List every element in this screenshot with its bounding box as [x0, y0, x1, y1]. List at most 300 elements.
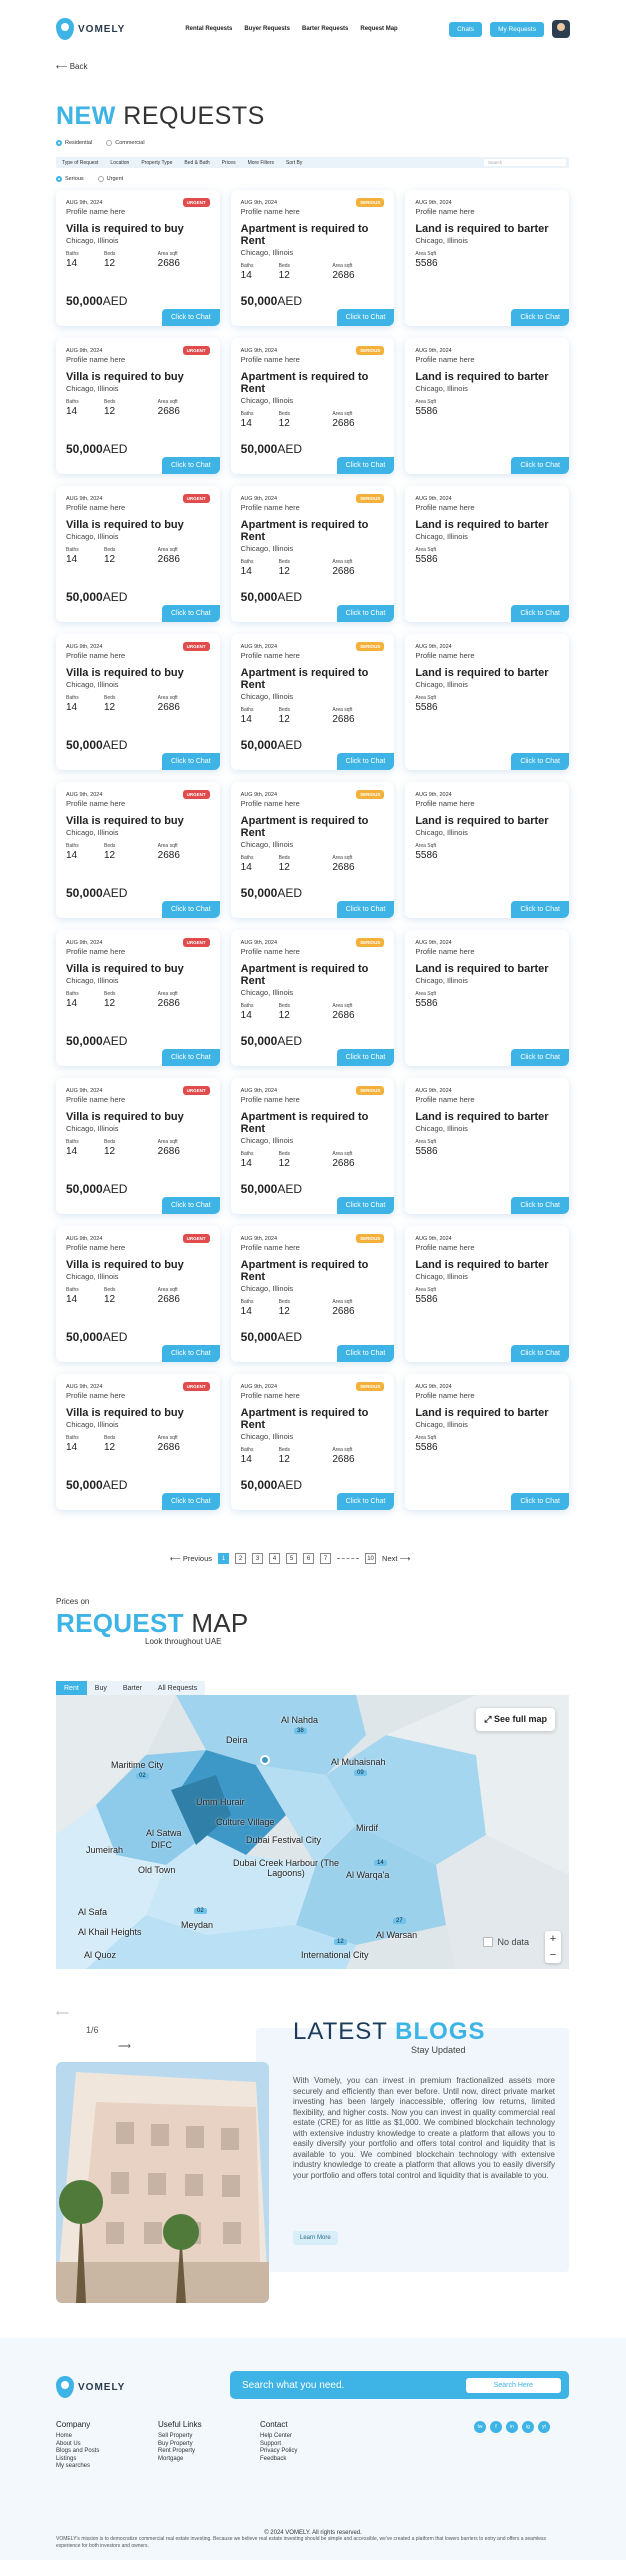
card-date: AUG 9th, 2024	[415, 200, 452, 206]
search-input[interactable]: Search	[484, 159, 566, 166]
stat-2	[279, 411, 317, 429]
stat-1	[66, 547, 104, 565]
price-amount: 50,000	[240, 886, 278, 900]
request-card[interactable]	[56, 338, 220, 474]
stat-value: 2686	[332, 1010, 355, 1021]
click-to-chat-button[interactable]: Click to Chat	[511, 901, 569, 918]
request-card[interactable]	[405, 338, 569, 474]
card-profile-name[interactable]: Profile name here	[415, 1243, 475, 1252]
card-profile-name[interactable]: Profile name here	[66, 207, 126, 216]
footer-link[interactable]: Home	[56, 2433, 73, 2439]
click-to-chat-button[interactable]: Click to Chat	[162, 309, 220, 326]
stat-value: 14	[66, 258, 78, 269]
stat-3	[158, 251, 210, 269]
filter-sort[interactable]: Sort By	[285, 159, 303, 166]
card-profile-name[interactable]: Profile name here	[66, 947, 126, 956]
next-label: Next	[382, 1554, 398, 1563]
card-profile-name[interactable]: Profile name here	[240, 947, 300, 956]
status-badge: SERIOUS	[356, 642, 384, 651]
stat-label: Beds	[278, 1003, 291, 1009]
linkedin-icon[interactable]: in	[506, 2421, 518, 2433]
click-to-chat-button[interactable]: Click to Chat	[511, 605, 569, 622]
status-badge: SERIOUS	[356, 1086, 384, 1095]
request-card[interactable]	[56, 930, 220, 1066]
stat-label: Beds	[104, 1139, 116, 1145]
card-stats	[66, 1435, 210, 1453]
footer-search	[230, 2371, 569, 2399]
stat-value: 2686	[157, 1294, 180, 1305]
footer-link[interactable]: Privacy Policy	[260, 2448, 298, 2454]
card-profile-name[interactable]: Profile name here	[415, 503, 475, 512]
card-title: Land is required to barter	[415, 371, 549, 383]
stat-label: Area Sqft	[415, 547, 437, 553]
footer-link[interactable]: About Us	[56, 2440, 81, 2447]
request-card[interactable]	[231, 190, 395, 326]
map-label: Al Warqa'a	[346, 1870, 390, 1880]
status-badge: URGENT	[183, 642, 210, 651]
card-location: Chicago, Illinois	[66, 828, 119, 837]
card-stats	[241, 263, 385, 281]
stat-value: 2686	[332, 270, 355, 281]
stat-1	[66, 991, 104, 1009]
card-stats	[415, 547, 559, 565]
card-profile-name[interactable]: Profile name here	[240, 207, 300, 216]
nav-link-buyer[interactable]: Buyer Requests	[244, 26, 291, 32]
radio-serious[interactable]	[56, 176, 84, 182]
avatar[interactable]	[552, 20, 570, 38]
blog-body: With Vomely, you can invest in premium fractionalized assets more securely and efficiently than ever before. Until now, direct private market investing has been largely inaccessible, offering low returns, limited flexibility, and higher costs. Now you can invest in quality commercial real estate (CRE) for as little as $1,000. We combined blockchain technology with extensive industry knowledge to create a platform that allows you to easily diversify your portfolio and offers total control and liquidity that is available to you. We combined blockchain technology with extensive industry knowledge to create a platform that allows you to easily diversify your portfolio and offers total control and liquidity that is available to you.	[293, 2076, 555, 2180]
card-profile-name[interactable]: Profile name here	[66, 1243, 126, 1252]
card-stats	[66, 1287, 210, 1305]
stat-label: Beds	[104, 1287, 116, 1293]
stat-value: 14	[240, 1158, 252, 1169]
stat-label: Baths	[240, 1299, 254, 1305]
tab-rent[interactable]: Rent	[56, 1681, 87, 1696]
stat-label: Area sqft	[332, 411, 353, 417]
footer-search-input[interactable]: Search what you need.	[242, 2379, 345, 2391]
radio-unchecked-icon	[106, 140, 112, 146]
click-to-chat-button[interactable]: Click to Chat	[337, 605, 395, 622]
tab-buy[interactable]: Buy	[87, 1681, 115, 1696]
stat-label: Area sqft	[157, 1287, 178, 1293]
next-arrow-icon[interactable]: ⟶	[118, 2041, 131, 2051]
stat-value: 12	[278, 270, 290, 281]
stat-value: 5586	[415, 998, 438, 1009]
click-to-chat-button[interactable]: Click to Chat	[511, 309, 569, 326]
status-badge: SERIOUS	[356, 938, 384, 947]
stat-value: 14	[66, 554, 78, 565]
stat-label: Baths	[66, 547, 79, 553]
card-location: Chicago, Illinois	[415, 532, 468, 541]
radio-commercial[interactable]	[106, 140, 144, 146]
click-to-chat-button[interactable]: Click to Chat	[337, 753, 395, 770]
click-to-chat-button[interactable]: Click to Chat	[162, 1197, 220, 1214]
zoom-out-button[interactable]: −	[549, 1949, 557, 1961]
click-to-chat-button[interactable]: Click to Chat	[337, 1345, 395, 1362]
page-button[interactable]: 4	[269, 1553, 280, 1564]
request-card[interactable]	[405, 1374, 569, 1510]
price-currency: AED	[102, 738, 128, 752]
stat-value: 12	[104, 998, 116, 1009]
my-requests-button[interactable]: My Requests	[490, 22, 544, 37]
map-legend-no-data	[483, 1937, 529, 1947]
chats-button[interactable]: Chats	[449, 22, 482, 37]
page-button[interactable]: 10	[365, 1553, 376, 1564]
stat-value: 12	[278, 1306, 290, 1317]
request-card[interactable]	[405, 486, 569, 622]
card-location: Chicago, Illinois	[415, 236, 468, 245]
price-currency: AED	[277, 886, 303, 900]
request-card[interactable]	[56, 486, 220, 622]
brand-logo[interactable]	[56, 18, 125, 40]
filter-type[interactable]: Type of Request	[62, 159, 99, 166]
card-price	[241, 1330, 302, 1344]
twitter-icon[interactable]: tw	[474, 2421, 486, 2433]
click-to-chat-button[interactable]: Click to Chat	[162, 1345, 220, 1362]
card-profile-name[interactable]: Profile name here	[415, 355, 475, 364]
footer-link[interactable]: My searches	[56, 2463, 91, 2469]
card-profile-name[interactable]: Profile name here	[415, 799, 475, 808]
click-to-chat-button[interactable]: Click to Chat	[511, 753, 569, 770]
stat-3	[158, 1435, 210, 1453]
footer-link[interactable]: Help Center	[260, 2433, 293, 2439]
footer-link[interactable]: Support	[260, 2440, 282, 2447]
zoom-in-button[interactable]: +	[549, 1933, 557, 1945]
stat-3	[158, 547, 210, 565]
card-profile-name[interactable]: Profile name here	[240, 1391, 300, 1400]
click-to-chat-button[interactable]: Click to Chat	[337, 1197, 395, 1214]
card-title: Apartment is required to Rent	[240, 963, 369, 987]
request-card[interactable]	[405, 1078, 569, 1214]
card-title: Apartment is required to Rent	[240, 667, 369, 691]
see-full-map-button[interactable]	[476, 1708, 555, 1731]
click-to-chat-button[interactable]: Click to Chat	[511, 1197, 569, 1214]
request-card[interactable]	[231, 1078, 395, 1214]
back-label: Back	[69, 62, 88, 71]
copyright: © 2024 VOMELY. All rights reserved.	[264, 2530, 362, 2536]
card-profile-name[interactable]: Profile name here	[415, 1391, 475, 1400]
card-stats	[66, 695, 210, 713]
blog-title	[293, 2018, 486, 2046]
card-stats	[241, 1003, 385, 1021]
location-pin-icon	[260, 1755, 270, 1765]
filter-bed-bath[interactable]: Bed & Bath	[184, 159, 210, 166]
stat-2	[279, 1003, 317, 1021]
stat-label: Baths	[66, 1139, 79, 1145]
card-profile-name[interactable]: Profile name here	[240, 1095, 300, 1104]
stat-label: Area sqft	[157, 843, 178, 849]
card-title: Land is required to barter	[415, 815, 549, 827]
prev-arrow-icon[interactable]: ⟵	[56, 2008, 69, 2018]
stat-label: Beds	[104, 547, 116, 553]
filter-location[interactable]: Location	[110, 159, 130, 166]
request-card[interactable]	[405, 190, 569, 326]
map-subtitle: Look throughout UAE	[145, 1637, 222, 1646]
card-stats	[241, 411, 385, 429]
stat-label: Beds	[278, 559, 291, 565]
tab-barter[interactable]: Barter	[115, 1681, 150, 1696]
click-to-chat-button[interactable]: Click to Chat	[337, 901, 395, 918]
stat-value: 2686	[332, 1158, 355, 1169]
card-profile-name[interactable]: Profile name here	[415, 651, 475, 660]
back-link[interactable]	[56, 62, 88, 71]
page-button[interactable]: 6	[303, 1553, 314, 1564]
request-card[interactable]	[405, 930, 569, 1066]
card-title: Apartment is required to Rent	[240, 815, 369, 839]
footer-col-title: Useful Links	[158, 2420, 202, 2429]
stat-value: 2686	[157, 702, 180, 713]
top-nav	[0, 0, 626, 58]
blog-title-word: LATEST	[293, 2018, 388, 2045]
price-amount: 50,000	[240, 294, 278, 308]
card-profile-name[interactable]: Profile name here	[240, 1243, 300, 1252]
filter-property-type[interactable]: Property Type	[141, 159, 173, 166]
card-profile-name[interactable]: Profile name here	[66, 503, 126, 512]
radio-urgent[interactable]	[98, 176, 124, 182]
card-date: AUG 9th, 2024	[66, 348, 103, 354]
card-location: Chicago, Illinois	[66, 236, 119, 245]
price-currency: AED	[102, 442, 128, 456]
stat-value: 14	[240, 418, 252, 429]
stat-2	[279, 1151, 317, 1169]
price-amount: 50,000	[66, 738, 103, 752]
page-button[interactable]: 3	[252, 1553, 263, 1564]
stat-1	[415, 991, 453, 1009]
radio-residential[interactable]	[56, 140, 92, 146]
radio-checked-icon	[56, 140, 62, 146]
stat-label: Baths	[66, 1435, 79, 1441]
card-profile-name[interactable]: Profile name here	[240, 799, 300, 808]
card-date: AUG 9th, 2024	[66, 200, 103, 206]
filter-prices[interactable]: Prices	[221, 159, 236, 166]
stat-value: 14	[240, 714, 252, 725]
card-profile-name[interactable]: Profile name here	[66, 1095, 126, 1104]
card-location: Chicago, Illinois	[240, 1284, 294, 1293]
page-button[interactable]: 5	[286, 1553, 297, 1564]
next-button[interactable]: Next ⟶	[382, 1554, 411, 1563]
stat-1	[66, 1435, 104, 1453]
card-date: AUG 9th, 2024	[240, 1236, 278, 1242]
stat-3	[332, 707, 384, 725]
card-location: Chicago, Illinois	[415, 1124, 468, 1133]
card-stats	[415, 399, 559, 417]
stat-label: Baths	[66, 843, 79, 849]
card-price	[241, 590, 302, 604]
card-stats	[241, 1151, 385, 1169]
card-location: Chicago, Illinois	[66, 976, 119, 985]
card-title: Villa is required to buy	[66, 1111, 184, 1123]
map-label: Meydan	[181, 1920, 214, 1930]
click-to-chat-button[interactable]: Click to Chat	[337, 457, 395, 474]
card-date: AUG 9th, 2024	[415, 644, 452, 650]
card-title: Apartment is required to Rent	[240, 223, 369, 247]
stat-2	[104, 547, 142, 565]
stat-3	[158, 991, 210, 1009]
stat-label: Beds	[104, 1435, 116, 1441]
nav-link-map[interactable]: Request Map	[360, 26, 398, 32]
click-to-chat-button[interactable]: Click to Chat	[337, 1493, 395, 1510]
blog-counter: 1/6	[86, 2025, 99, 2035]
card-profile-name[interactable]: Profile name here	[240, 651, 300, 660]
stat-1	[241, 1299, 279, 1317]
price-currency: AED	[277, 442, 303, 456]
click-to-chat-button[interactable]: Click to Chat	[162, 605, 220, 622]
footer-link[interactable]: Buy Property	[158, 2440, 193, 2447]
stat-value: 2686	[157, 554, 180, 565]
map-count: 27	[393, 1918, 406, 1924]
request-card[interactable]	[56, 1374, 220, 1510]
stat-value: 12	[104, 1146, 116, 1157]
footer	[0, 2338, 626, 2560]
card-date: AUG 9th, 2024	[66, 940, 103, 946]
footer-link[interactable]: Listings	[56, 2455, 77, 2462]
card-stats	[66, 251, 210, 269]
nav-link-rental[interactable]: Rental Requests	[185, 26, 233, 32]
stat-label: Baths	[240, 1003, 254, 1009]
click-to-chat-button[interactable]: Click to Chat	[337, 1049, 395, 1066]
tab-all-requests[interactable]: All Requests	[150, 1681, 205, 1696]
map-label: Jumeirah	[86, 1845, 124, 1855]
request-card[interactable]	[56, 782, 220, 918]
stat-label: Area Sqft	[415, 843, 437, 849]
map-label: Al Nahda	[281, 1715, 319, 1725]
nav-link-barter[interactable]: Barter Requests	[302, 26, 349, 32]
card-stats	[415, 1139, 559, 1157]
stat-1	[415, 1435, 453, 1453]
stat-3	[332, 855, 384, 873]
stat-value: 5586	[415, 1146, 438, 1157]
stat-value: 5586	[415, 850, 438, 861]
request-card[interactable]	[56, 190, 220, 326]
card-profile-name[interactable]: Profile name here	[415, 1095, 475, 1104]
request-card[interactable]	[231, 930, 395, 1066]
card-price	[241, 1182, 302, 1196]
page-title-highlight: NEW	[56, 102, 116, 130]
logo-pin-icon	[56, 2376, 74, 2398]
stat-value: 5586	[415, 258, 438, 269]
request-card[interactable]	[405, 782, 569, 918]
footer-search-button[interactable]: Search Here	[466, 2378, 561, 2393]
stat-value: 2686	[332, 566, 355, 577]
footer-logo[interactable]	[56, 2376, 125, 2398]
stat-value: 14	[66, 1442, 78, 1453]
click-to-chat-button[interactable]: Click to Chat	[511, 1345, 569, 1362]
footer-link[interactable]: Blogs and Posts	[56, 2448, 100, 2454]
status-badge: URGENT	[183, 1234, 210, 1243]
request-map[interactable]	[56, 1695, 569, 1969]
learn-more-button[interactable]: Learn More	[293, 2231, 338, 2245]
click-to-chat-button[interactable]: Click to Chat	[511, 1049, 569, 1066]
click-to-chat-button[interactable]: Click to Chat	[162, 457, 220, 474]
stat-1	[241, 411, 279, 429]
stat-label: Area sqft	[332, 1151, 353, 1157]
request-card[interactable]	[231, 782, 395, 918]
card-profile-name[interactable]: Profile name here	[240, 503, 300, 512]
stat-2	[279, 559, 317, 577]
radio-label: Commercial	[115, 140, 145, 146]
footer-link[interactable]: Mortgage	[158, 2455, 184, 2462]
request-card[interactable]	[56, 634, 220, 770]
request-card[interactable]	[231, 1226, 395, 1362]
card-date: AUG 9th, 2024	[240, 496, 278, 502]
request-card[interactable]	[231, 338, 395, 474]
request-card[interactable]	[231, 486, 395, 622]
card-stats	[66, 991, 210, 1009]
request-card[interactable]	[231, 634, 395, 770]
footer-link[interactable]: Sell Property	[158, 2433, 193, 2439]
instagram-icon[interactable]: ig	[522, 2421, 534, 2433]
click-to-chat-button[interactable]: Click to Chat	[162, 901, 220, 918]
card-profile-name[interactable]: Profile name here	[66, 1391, 126, 1400]
card-title: Land is required to barter	[415, 223, 549, 235]
stat-value: 5586	[415, 1294, 438, 1305]
stat-2	[279, 1447, 317, 1465]
facebook-icon[interactable]: f	[490, 2421, 502, 2433]
price-currency: AED	[102, 1034, 128, 1048]
no-data-label: No data	[497, 1937, 529, 1947]
price-currency: AED	[102, 1330, 128, 1344]
page-button[interactable]: 1	[218, 1553, 229, 1564]
map-label: Al Khail Heights	[78, 1927, 142, 1937]
request-card[interactable]	[405, 634, 569, 770]
page-button[interactable]: 2	[235, 1553, 246, 1564]
price-amount: 50,000	[66, 442, 103, 456]
click-to-chat-button[interactable]: Click to Chat	[162, 753, 220, 770]
click-to-chat-button[interactable]: Click to Chat	[511, 457, 569, 474]
map-pre-title: Prices on	[56, 1597, 90, 1606]
card-profile-name[interactable]: Profile name here	[66, 651, 126, 660]
page-title	[56, 102, 265, 131]
card-price	[241, 442, 302, 456]
request-card[interactable]	[231, 1374, 395, 1510]
card-profile-name[interactable]: Profile name here	[66, 799, 126, 808]
click-to-chat-button[interactable]: Click to Chat	[162, 1493, 220, 1510]
footer-link[interactable]: Feedback	[260, 2455, 287, 2462]
stat-1	[415, 399, 453, 417]
click-to-chat-button[interactable]: Click to Chat	[337, 309, 395, 326]
stat-label: Baths	[240, 855, 254, 861]
stat-3	[158, 843, 210, 861]
youtube-icon[interactable]: yt	[538, 2421, 550, 2433]
card-profile-name[interactable]: Profile name here	[240, 355, 300, 364]
stat-value: 14	[240, 1010, 252, 1021]
request-card[interactable]	[405, 1226, 569, 1362]
previous-button[interactable]: ⟵ Previous	[170, 1554, 213, 1563]
stat-value: 2686	[157, 406, 180, 417]
card-profile-name[interactable]: Profile name here	[415, 947, 475, 956]
filter-more[interactable]: More Filters	[247, 159, 274, 166]
stat-label: Area sqft	[157, 991, 178, 997]
stat-2	[279, 263, 317, 281]
page-button[interactable]: 7	[320, 1553, 331, 1564]
stat-value: 14	[66, 998, 78, 1009]
price-currency: AED	[277, 1182, 303, 1196]
arrow-left-icon: ⟵	[56, 62, 70, 71]
request-card[interactable]	[56, 1078, 220, 1214]
footer-link[interactable]: Rent Property	[158, 2448, 196, 2454]
card-date: AUG 9th, 2024	[66, 792, 103, 798]
click-to-chat-button[interactable]: Click to Chat	[162, 1049, 220, 1066]
stat-value: 14	[240, 566, 252, 577]
legend-swatch	[483, 1937, 493, 1947]
click-to-chat-button[interactable]: Click to Chat	[511, 1493, 569, 1510]
card-profile-name[interactable]: Profile name here	[66, 355, 126, 364]
radio-label: Serious	[65, 176, 84, 182]
stat-label: Area sqft	[332, 1003, 353, 1009]
price-currency: AED	[277, 1478, 303, 1492]
card-profile-name[interactable]: Profile name here	[415, 207, 475, 216]
request-card[interactable]	[56, 1226, 220, 1362]
